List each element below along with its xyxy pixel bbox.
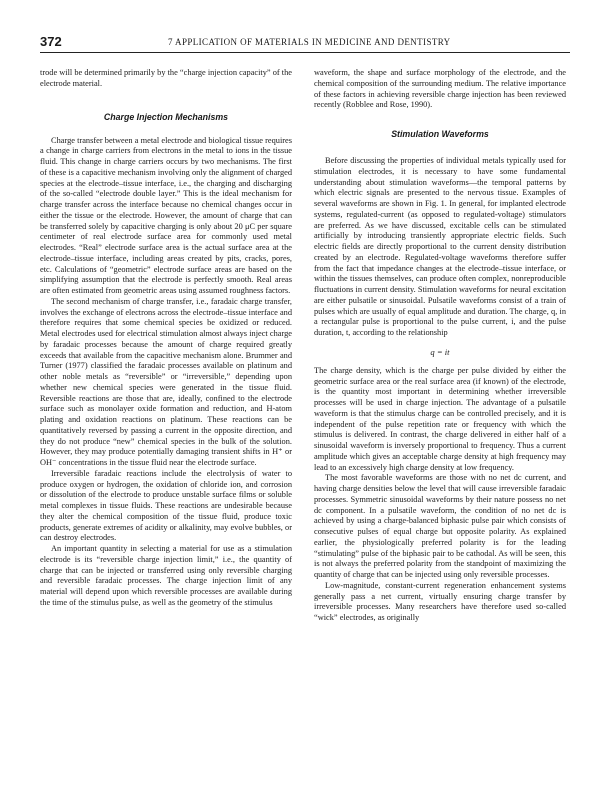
left-paragraph-2: The second mechanism of charge transfer, i.e., faradaic charge transfer, involves the exchange of electrons across the electrode–tissue interface and therefore requires that some chemical species be oxidized or reduced. Metal electrodes used for electrical stimulation almost always inject charge by faradaic processes because the amount of charge required greatly exceeds that available from the capacitive mechanism alone. Brummer and Turner (1977) classified the faradaic processes available on platinum and other noble metals as “reversible” or “irreversible,” depending upon whether new chemical species were generated in the tissue fluid. Reversible reactions are those that are, ideally, confined to the electrode surface such as monolayer oxide formation and reduction, and H-atom plating and oxidation reactions on platinum. These reactions can be quantitatively reversed by passing a current in the opposite direction, and they do not produce “new” chemical species in the bulk of the solution. However, they may produce potentially damaging transient shifts in H⁺ or OH⁻ concentrations in the tissue fluid near the electrode surface.: [40, 296, 292, 467]
left-paragraph-continuation: trode will be determined primarily by the “charge injection capacity” of the electrode material.: [40, 68, 292, 88]
right-paragraph-2: The charge density, which is the charge per pulse divided by either the geometric surface area or the real surface area (if known) of the electrode, is the quantity most important in determining whether irreversible processes will be used in charge injection. The advantage of a pulsatile waveform is that the stimulus charge can be controlled precisely, and it is independent of the pulse repetition rate or frequency with which the stimulus is delivered. In contrast, the charge delivered in either half of a sinusoidal waveform is inversely proportional to frequency. Thus a current amplitude which gives an acceptable charge density at high frequency may lead to an excessively high charge density at low frequency.: [314, 365, 566, 472]
right-paragraph-1: Before discussing the properties of individual metals typically used for stimulation electrodes, it is necessary to have some fundamental understanding about stimulation waveforms—the temporal patterns by which electric signals are presented to the nervous tissue. Examples of several waveforms are shown in Fig. 1. In general, for implanted electrode systems, regulated-current (as opposed to regulated-voltage) stimulators are preferred. As we have discussed, excitable cells can be stimulated artificially by introducing transiently appropriate electric fields. Such electric fields are directly proportional to the current density distribution created by an electrode. Regulated-voltage waveforms therefore suffer from the fact that impedance changes at the electrode–tissue interface, or within the tissues themselves, can produce often complex, nonreproducible fluctuations in current density. Stimulation waveforms for neural excitation are either pulsatile or sinusoidal. Pulsatile waveforms consist of a train of pulses which are usually of equal amplitude and duration. The charge, q, in a rectangular pulse is proportional to the pulse current, i, and the pulse duration, t, according to the relationship: [314, 156, 566, 337]
running-head: 7 APPLICATION OF MATERIALS IN MEDICINE AND DENTISTRY: [168, 37, 451, 47]
left-paragraph-3: Irreversible faradaic reactions include the electrolysis of water to produce oxygen or hydrogen, the oxidation of chloride ion, and corrosion or dissolution of the electrode to produce unstable surface films or soluble metal complexes in tissue fluids. These reactions are undesirable because they alter the chemical composition of the tissue fluid, produce toxic products, generate extremes of acidity or alkalinity, may evolve bubbles, or can destroy electrodes.: [40, 468, 292, 543]
page-number: 372: [40, 34, 62, 49]
right-column: [314, 68, 566, 624]
page-header: [40, 34, 570, 53]
section-heading-stimulation-waveforms: Stimulation Waveforms: [391, 129, 489, 139]
equation-charge: q = it: [430, 346, 450, 357]
left-paragraph-4: An important quantity in selecting a material for use as a stimulation electrode is its “reversible charge injection limit,” i.e., the quantity of charge that can be injected or transferred using only reversible charging and reversible faradaic processes. The charge injection limit of any material will depend upon which reversible processes are available during the time of the stimulus pulse, as well as the geometry of the stimulus: [40, 544, 292, 607]
right-paragraph-4: Low-magnitude, constant-current regeneration enhancement systems generally pass a net current, virtually ensuring charge transfer by irreversible processes. Many researchers have therefore used so-called “wick” electrodes, as originally: [314, 580, 566, 622]
left-column: [40, 68, 292, 609]
right-paragraph-3: The most favorable waveforms are those with no net dc current, and having charge densities below the level that will cause irreversible faradaic processes. Symmetric sinusoidal waveforms by their nature possess no net dc component. In a pulsatile waveform, the condition of no net dc is achieved by using a charge-balanced biphasic pulse pair which consists of consecutive pulses of equal charge but opposite polarity. As explained earlier, the physiologically preferred polarity is for the leading “stimulating” pulse of the biphasic pair to be cathodal. As will be seen, this is not always the preferred polarity from the standpoint of maximizing the quantity of charge that can be injected using only reversible processes.: [314, 473, 566, 579]
section-heading-charge-injection: Charge Injection Mechanisms: [103, 111, 229, 122]
right-paragraph-continuation: waveform, the shape and surface morphology of the electrode, and the chemical composition of the surrounding medium. The relative importance of these factors in achieving reversible charge injection has been reviewed recently (Robblee and Rose, 1990).: [314, 68, 566, 110]
left-paragraph-1: Charge transfer between a metal electrode and biological tissue requires a change in charge carriers from electrons in the metal to ions in the tissue fluid. This change in charge carriers occurs by two mechanisms. The first of these is a capacitive mechanism involving only the alignment of charged species at the electrode–tissue interface, i.e., the charging and discharging of the so-called “electrode double layer.” This is the ideal mechanism for charge transfer across the interface because no chemical changes occur in either the tissue or the electrode. However, the amount of charge that can be transferred solely by capacitive charging is only about 20 μC per square centimeter of real electrode surface area for commonly used metal electrodes. “Real” electrode surface area is the actual surface area at the electrode–tissue interface, including areas created by pits, cracks, pores, etc. Calculations of “geometric” electrode surface areas are based on the simplifying assumption that the electrode is perfectly smooth. Real areas are often estimated from geometric areas using assumed roughness factors.: [40, 135, 292, 295]
